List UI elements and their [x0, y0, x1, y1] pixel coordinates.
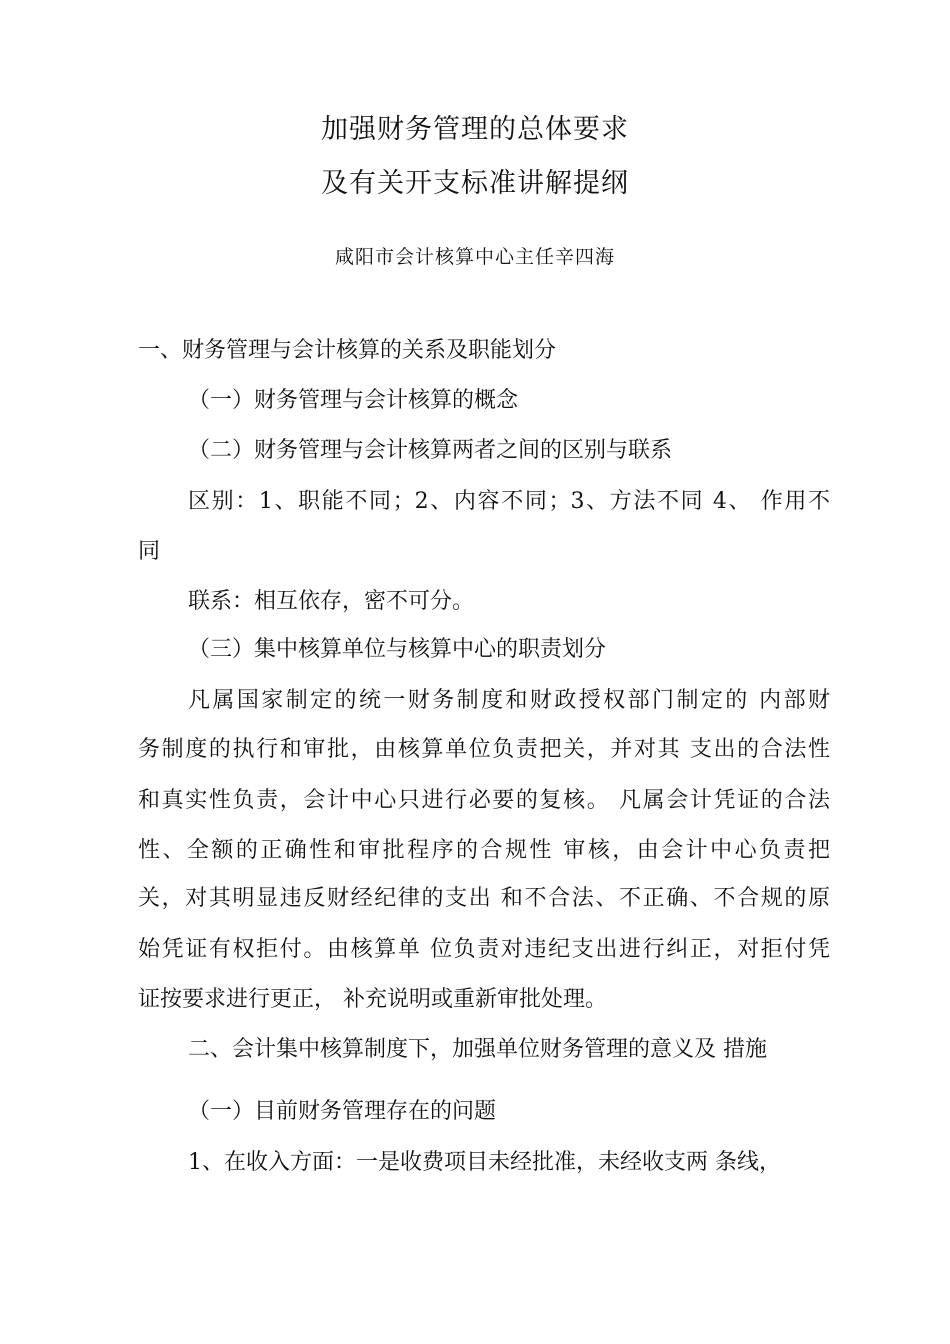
document-title-line-2: 及有关开支标准讲解提纲: [321, 168, 629, 199]
subheading-1-2: （二）财务管理与会计核算两者之间的区别与联系: [188, 438, 673, 463]
paragraph-line: 凡属国家制定的统一财务制度和财政授权部门制定的 内部财: [188, 688, 830, 713]
paragraph-line: 始凭证有权拒付。由核算单 位负责对违纪支出进行纠正，对拒付凭: [138, 937, 830, 962]
paragraph-line: 务制度的执行和审批，由核算单位负责把关，并对其 支出的合法性: [138, 737, 830, 762]
paragraph-line: 联系：相互依存，密不可分。: [188, 589, 475, 614]
paragraph-line: 关，对其明显违反财经纪律的支出 和不合法、不正确、不合规的原: [138, 886, 830, 911]
paragraph-line: 性、全额的正确性和审批程序的合规性 审核，由会计中心负责把: [138, 838, 830, 863]
subheading-2-1: （一）目前财务管理存在的问题: [188, 1099, 497, 1124]
author-line: 咸阳市会计核算中心主任辛四海: [334, 246, 615, 268]
subheading-1-1: （一）财务管理与会计核算的概念: [188, 388, 519, 413]
paragraph-line: 1、在收入方面：一是收费项目未经批准，未经收支两 条线，: [188, 1150, 781, 1175]
paragraph-line: 区别：1、职能不同；2、内容不同；3、方法不同 4、 作用不: [188, 489, 830, 514]
subheading-1-3: （三）集中核算单位与核算中心的职责划分: [188, 637, 607, 662]
heading-section-1: 一、财务管理与会计核算的关系及职能划分: [138, 338, 557, 363]
paragraph-line: 证按要求进行更正， 补充说明或重新审批处理。: [138, 987, 607, 1012]
paragraph-line: 同: [138, 539, 161, 564]
paragraph-line: 和真实性负责，会计中心只进行必要的复核。 凡属会计凭证的合法: [138, 788, 830, 813]
heading-section-2: 二、会计集中核算制度下，加强单位财务管理的意义及 措施: [188, 1037, 767, 1062]
document-title-line-1: 加强财务管理的总体要求: [321, 114, 629, 145]
